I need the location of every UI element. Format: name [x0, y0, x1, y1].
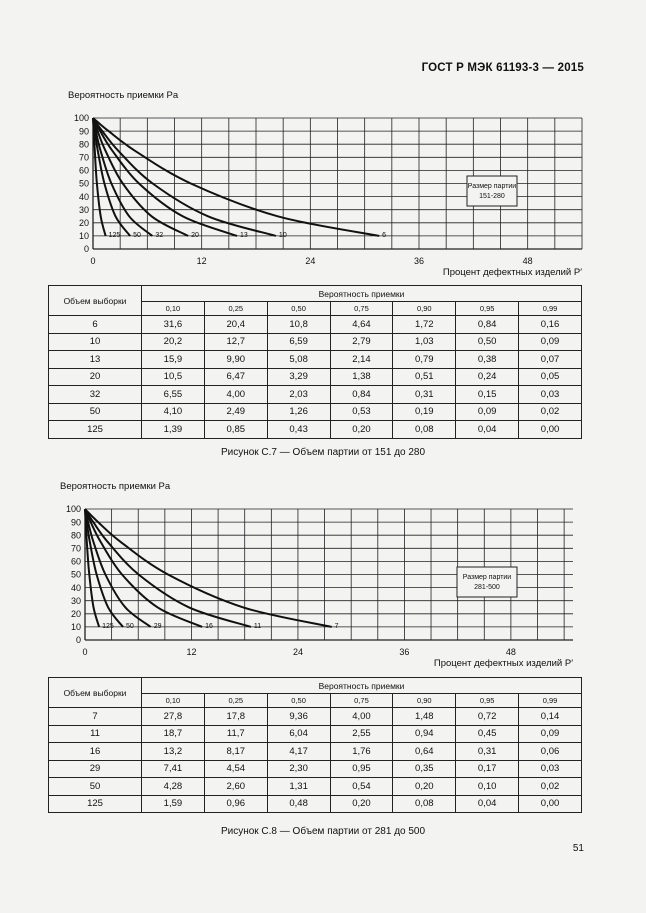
y-tick-label: 60: [78, 165, 89, 176]
defect-percent-cell: 0,09: [519, 725, 582, 743]
curve-label-n50: 50: [133, 231, 141, 239]
probability-header: 0,50: [267, 302, 330, 316]
defect-percent-cell: 0,24: [456, 368, 519, 386]
defect-percent-cell: 0,20: [330, 421, 393, 439]
table-row: [49, 421, 582, 439]
defect-percent-cell: 4,00: [204, 386, 267, 404]
sample-size-cell: 32: [49, 386, 142, 404]
defect-percent-cell: 5,08: [267, 351, 330, 369]
y-tick-label: 70: [70, 543, 81, 554]
sample-size-cell: 125: [49, 421, 142, 439]
sample-size-cell: 16: [49, 743, 142, 761]
defect-percent-cell: 6,04: [267, 725, 330, 743]
probability-header: 0,99: [519, 694, 582, 708]
defect-percent-cell: 0,19: [393, 403, 456, 421]
defect-percent-cell: 0,02: [519, 403, 582, 421]
lot-size-range: 281-500: [474, 584, 500, 591]
defect-percent-cell: 0,85: [204, 421, 267, 439]
lot-size-range: 151-280: [479, 193, 505, 200]
probability-header: 0,25: [204, 694, 267, 708]
oc-curve-n20: [93, 118, 188, 236]
probability-header: 0,75: [330, 302, 393, 316]
defect-percent-cell: 13,2: [142, 743, 205, 761]
sample-size-cell: 20: [49, 368, 142, 386]
defect-percent-cell: 9,90: [204, 351, 267, 369]
curve-label-n20: 20: [191, 231, 199, 239]
y-tick-label: 20: [78, 218, 89, 228]
defect-percent-cell: 0,09: [519, 333, 582, 351]
y-tick-label: 90: [78, 126, 89, 137]
x-tick-label: 0: [82, 647, 88, 657]
defect-percent-cell: 17,8: [204, 708, 267, 726]
oc-chart-c7: [0, 84, 646, 284]
curve-label-n125: 125: [102, 622, 114, 630]
table-row: [49, 725, 582, 743]
x-tick-label: 48: [522, 256, 533, 266]
defect-percent-cell: 9,36: [267, 708, 330, 726]
defect-percent-cell: 4,64: [330, 316, 393, 334]
x-axis-title: Процент дефектных изделий P′: [433, 658, 573, 669]
sample-size-cell: 50: [49, 778, 142, 796]
sample-size-header: Объем выборки: [49, 286, 142, 316]
table-row: [49, 760, 582, 778]
defect-percent-cell: 0,07: [519, 351, 582, 369]
defect-percent-cell: 1,31: [267, 778, 330, 796]
defect-percent-cell: 4,54: [204, 760, 267, 778]
x-tick-label: 12: [186, 647, 197, 657]
defect-percent-cell: 0,02: [519, 778, 582, 796]
table-row: [49, 743, 582, 761]
defect-percent-cell: 4,28: [142, 778, 205, 796]
probability-group-header: Вероятность приемки: [142, 286, 582, 302]
defect-percent-cell: 0,31: [393, 386, 456, 404]
y-tick-label: 100: [73, 113, 89, 124]
defect-percent-cell: 3,29: [267, 368, 330, 386]
curve-label-n7: 7: [334, 622, 339, 630]
x-tick-label: 12: [196, 256, 207, 266]
defect-percent-cell: 0,48: [267, 795, 330, 813]
defect-percent-cell: 0,96: [204, 795, 267, 813]
table-row: [49, 316, 582, 334]
defect-percent-cell: 2,14: [330, 351, 393, 369]
y-tick-label: 0: [75, 635, 81, 646]
defect-percent-cell: 0,20: [393, 778, 456, 796]
defect-percent-cell: 0,04: [456, 795, 519, 813]
defect-percent-cell: 0,54: [330, 778, 393, 796]
sample-size-cell: 11: [49, 725, 142, 743]
defect-percent-cell: 0,00: [519, 795, 582, 813]
defect-percent-cell: 1,76: [330, 743, 393, 761]
page-number: 51: [572, 843, 584, 854]
y-tick-label: 70: [78, 152, 89, 163]
defect-percent-cell: 0,10: [456, 778, 519, 796]
defect-percent-cell: 31,6: [142, 316, 205, 334]
defect-percent-cell: 1,59: [142, 795, 205, 813]
sample-size-cell: 13: [49, 351, 142, 369]
defect-percent-cell: 15,9: [142, 351, 205, 369]
table-row: [49, 778, 582, 796]
curve-label-n29: 29: [153, 622, 162, 630]
table-row: [49, 708, 582, 726]
defect-percent-cell: 18,7: [142, 725, 205, 743]
sample-size-cell: 6: [49, 316, 142, 334]
curve-label-n10: 10: [278, 231, 287, 239]
defect-percent-cell: 4,10: [142, 403, 205, 421]
defect-percent-cell: 0,00: [519, 421, 582, 439]
oc-curve-n7: [85, 509, 332, 627]
lot-size-label: Размер партии: [467, 183, 517, 190]
defect-percent-cell: 0,95: [330, 760, 393, 778]
lot-size-box: [467, 176, 517, 206]
probability-header: 0,25: [204, 302, 267, 316]
defect-percent-cell: 0,03: [519, 760, 582, 778]
y-tick-label: 10: [78, 231, 89, 242]
table-row: [49, 368, 582, 386]
defect-percent-cell: 1,26: [267, 403, 330, 421]
defect-percent-cell: 0,72: [456, 708, 519, 726]
oc-curve-n6: [93, 118, 379, 236]
defect-percent-cell: 0,43: [267, 421, 330, 439]
defect-percent-cell: 0,84: [456, 316, 519, 334]
y-tick-label: 10: [70, 622, 81, 633]
probability-header: 0,50: [267, 694, 330, 708]
defect-percent-cell: 0,51: [393, 368, 456, 386]
sample-size-cell: 125: [49, 795, 142, 813]
figure-caption-c7: Рисунок С.7 — Объем партии от 151 до 280: [220, 447, 426, 458]
defect-percent-cell: 27,8: [142, 708, 205, 726]
acceptance-table-c8: [48, 677, 582, 813]
table-row: [49, 333, 582, 351]
probability-header: 0,10: [142, 694, 205, 708]
curve-label-n16: 16: [205, 622, 213, 630]
defect-percent-cell: 7,41: [142, 760, 205, 778]
defect-percent-cell: 10,5: [142, 368, 205, 386]
table-header-row: [49, 286, 582, 302]
defect-percent-cell: 0,53: [330, 403, 393, 421]
table-row: [49, 351, 582, 369]
y-tick-label: 100: [65, 504, 81, 515]
x-tick-label: 36: [399, 647, 410, 657]
curve-label-n50: 50: [125, 622, 134, 630]
sample-size-cell: 29: [49, 760, 142, 778]
y-tick-label: 0: [83, 244, 89, 255]
y-tick-label: 50: [70, 569, 81, 580]
oc-chart-svg: [0, 475, 646, 675]
oc-chart-svg: [0, 84, 646, 284]
document-header: ГОСТ Р МЭК 61193-3 — 2015: [421, 62, 584, 74]
curve-label-n32: 32: [155, 231, 164, 239]
defect-percent-cell: 0,15: [456, 386, 519, 404]
defect-percent-cell: 0,03: [519, 386, 582, 404]
probability-group-header: Вероятность приемки: [142, 678, 582, 694]
defect-percent-cell: 0,38: [456, 351, 519, 369]
x-tick-label: 24: [292, 647, 303, 657]
sample-size-header: Объем выборки: [49, 678, 142, 708]
probability-header: 0,95: [456, 302, 519, 316]
y-tick-label: 20: [70, 609, 81, 619]
curve-label-n6: 6: [382, 231, 387, 239]
defect-percent-cell: 1,72: [393, 316, 456, 334]
defect-percent-cell: 0,94: [393, 725, 456, 743]
defect-percent-cell: 1,38: [330, 368, 393, 386]
sample-size-cell: 50: [49, 403, 142, 421]
y-tick-label: 90: [70, 517, 81, 528]
curve-label-n125: 125: [108, 231, 121, 239]
defect-percent-cell: 1,03: [393, 333, 456, 351]
defect-percent-cell: 0,16: [519, 316, 582, 334]
defect-percent-cell: 6,47: [204, 368, 267, 386]
defect-percent-cell: 10,8: [267, 316, 330, 334]
probability-header: 0,10: [142, 302, 205, 316]
defect-percent-cell: 0,20: [330, 795, 393, 813]
y-tick-label: 30: [78, 204, 89, 215]
sample-size-cell: 10: [49, 333, 142, 351]
figure-caption-c8: Рисунок С.8 — Объем партии от 281 до 500: [220, 826, 426, 837]
probability-header: 0,90: [393, 694, 456, 708]
y-axis-title: Вероятность приемки Pa: [60, 481, 171, 492]
defect-percent-cell: 6,59: [267, 333, 330, 351]
acceptance-table-c7: [48, 285, 582, 439]
table-row: [49, 795, 582, 813]
defect-percent-cell: 2,55: [330, 725, 393, 743]
lot-size-label: Размер партии: [462, 574, 512, 581]
defect-percent-cell: 20,2: [142, 333, 205, 351]
sample-size-cell: 7: [49, 708, 142, 726]
defect-percent-cell: 2,30: [267, 760, 330, 778]
defect-percent-cell: 2,03: [267, 386, 330, 404]
defect-percent-cell: 11,7: [204, 725, 267, 743]
defect-percent-cell: 0,14: [519, 708, 582, 726]
defect-percent-cell: 2,60: [204, 778, 267, 796]
y-tick-label: 30: [70, 595, 81, 606]
defect-percent-cell: 2,79: [330, 333, 393, 351]
defect-percent-cell: 4,17: [267, 743, 330, 761]
y-tick-label: 60: [70, 556, 81, 567]
defect-percent-cell: 0,06: [519, 743, 582, 761]
x-tick-label: 48: [505, 647, 516, 657]
probability-header: 0,75: [330, 694, 393, 708]
x-axis-title: Процент дефектных изделий P′: [442, 267, 582, 278]
y-tick-label: 80: [70, 530, 81, 541]
defect-percent-cell: 0,31: [456, 743, 519, 761]
probability-header: 0,95: [456, 694, 519, 708]
defect-percent-cell: 0,08: [393, 421, 456, 439]
defect-percent-cell: 0,35: [393, 760, 456, 778]
defect-percent-cell: 0,08: [393, 795, 456, 813]
defect-percent-cell: 20,4: [204, 316, 267, 334]
defect-percent-cell: 0,04: [456, 421, 519, 439]
y-tick-label: 80: [78, 139, 89, 150]
defect-percent-cell: 4,00: [330, 708, 393, 726]
curve-label-n13: 13: [239, 231, 248, 239]
defect-percent-cell: 6,55: [142, 386, 205, 404]
table-row: [49, 403, 582, 421]
defect-percent-cell: 0,84: [330, 386, 393, 404]
probability-header: 0,90: [393, 302, 456, 316]
defect-percent-cell: 8,17: [204, 743, 267, 761]
defect-percent-cell: 1,39: [142, 421, 205, 439]
y-tick-label: 50: [78, 178, 89, 189]
defect-percent-cell: 0,45: [456, 725, 519, 743]
defect-percent-cell: 0,79: [393, 351, 456, 369]
defect-percent-cell: 12,7: [204, 333, 267, 351]
y-tick-label: 40: [78, 191, 89, 202]
curve-label-n11: 11: [253, 622, 262, 630]
x-tick-label: 0: [90, 256, 96, 266]
defect-percent-cell: 0,09: [456, 403, 519, 421]
defect-percent-cell: 0,05: [519, 368, 582, 386]
defect-percent-cell: 2,49: [204, 403, 267, 421]
y-axis-title: Вероятность приемки Pa: [68, 90, 179, 101]
defect-percent-cell: 0,64: [393, 743, 456, 761]
table-row: [49, 386, 582, 404]
probability-header: 0,99: [519, 302, 582, 316]
oc-chart-c8: [0, 475, 646, 675]
y-tick-label: 40: [70, 582, 81, 593]
lot-size-box: [457, 567, 517, 597]
x-tick-label: 36: [413, 256, 425, 266]
table-header-row: [49, 678, 582, 694]
x-tick-label: 24: [305, 256, 316, 266]
defect-percent-cell: 0,17: [456, 760, 519, 778]
defect-percent-cell: 1,48: [393, 708, 456, 726]
defect-percent-cell: 0,50: [456, 333, 519, 351]
